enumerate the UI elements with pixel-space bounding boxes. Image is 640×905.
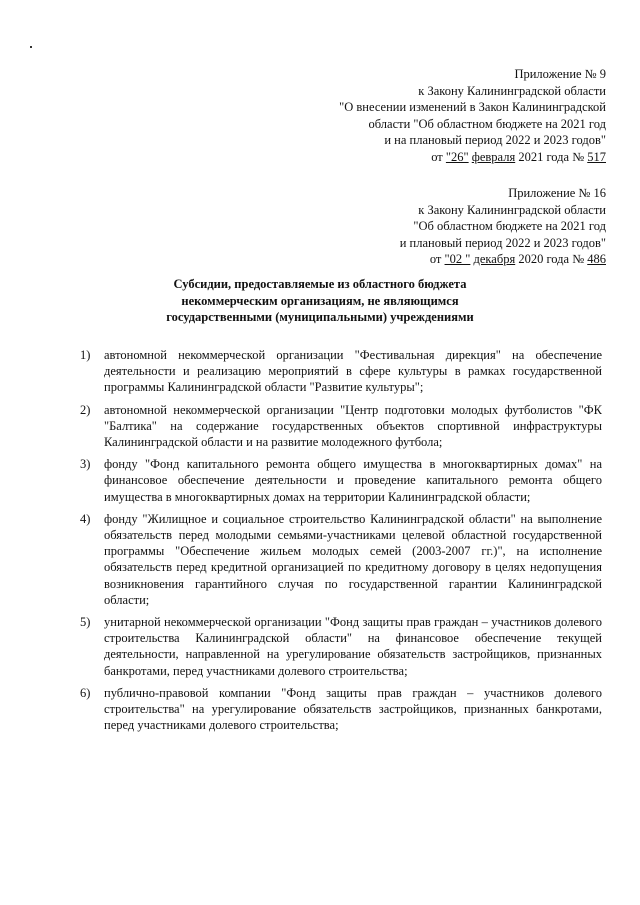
item-number: 5) — [80, 615, 91, 630]
date-prefix: от — [429, 252, 445, 266]
date-month: февраля — [471, 149, 516, 164]
item-number: 1) — [80, 348, 91, 362]
list-item — [80, 456, 602, 505]
date-prefix: от — [431, 149, 446, 164]
date-month: декабря — [473, 252, 516, 266]
date-year: 2021 года № — [515, 149, 588, 164]
item-text: унитарной некоммерческой организации "Фонд защиты прав граждан – участников долевого строительства Калининградской области" на финансовое обеспечение текущей деятельности, направленной на урегулирование обязательств застройщиков, признанных банкротами, перед участниками долевого строительства; — [104, 615, 602, 678]
title-line-3: государственными (муниципальными) учреждениями — [166, 310, 474, 324]
law-number: 486 — [587, 252, 606, 266]
appendix-16-law-ref: к Закону Калининградской области — [418, 202, 606, 217]
law-number: 517 — [587, 149, 606, 164]
item-number: 2) — [80, 402, 91, 417]
document-title — [0, 276, 640, 326]
appendix-9-law-name-2: области "Об областном бюджете на 2021 год — [368, 116, 606, 131]
list-item — [80, 614, 602, 679]
title-line-2: некоммерческим организациям, не являющимся — [181, 293, 459, 308]
appendix-9-date-line — [339, 149, 606, 166]
date-year: 2020 года № — [515, 252, 588, 266]
item-number: 4) — [80, 511, 91, 526]
list-item — [80, 685, 602, 734]
item-text: автономной некоммерческой организации "Центр подготовки молодых футболистов "ФК "Балтика" на содержание государственных объектов спортивной инфраструктуры Калининградской области и на развитие молодежного футбола; — [104, 402, 602, 450]
appendix-16-law-name-2: и плановый период 2022 и 2023 годов" — [399, 235, 606, 250]
appendix-9-law-ref: к Закону Калининградской области — [418, 83, 606, 98]
appendix-9-header — [339, 66, 606, 165]
date-day: "02 " — [444, 252, 471, 266]
scan-speck — [30, 46, 32, 48]
appendix-16-date-line — [400, 251, 606, 268]
list-item — [80, 511, 602, 608]
appendix-16-header — [400, 185, 606, 268]
item-text: публично-правовой компании "Фонд защиты прав граждан – участников долевого строительства" на урегулирование обязательств застройщиков, признанных банкротами, перед участниками долевого строительства; — [104, 685, 602, 733]
list-item — [80, 347, 602, 396]
appendix-9-title: Приложение № 9 — [514, 67, 606, 81]
item-text: фонду "Фонд капитального ремонта общего имущества в многоквартирных домах" на финансовое обеспечение деятельности и проведение капитального ремонта общего имущества в многоквартирных домах на территории Калининградской области; — [104, 457, 602, 504]
appendix-16-title: Приложение № 16 — [508, 186, 606, 200]
appendix-16-law-name-1: "Об областном бюджете на 2021 год — [413, 219, 606, 233]
item-text: автономной некоммерческой организации "Фестивальная дирекция" на обеспечение деятельности и реализацию мероприятий в сфере культуры в рамках государственной программы Калининградской области "Развитие культуры"; — [104, 348, 602, 395]
date-day: "26" — [445, 149, 469, 164]
appendix-9-law-name-1: "О внесении изменений в Закон Калининградской — [339, 100, 606, 114]
title-line-1: Субсидии, предоставляемые из областного бюджета — [173, 277, 467, 291]
item-text: фонду "Жилищное и социальное строительство Калининградской области" на выполнение обязательств перед молодыми семьями-участниками целевой областной государственной программы "Обеспечение жильем молодых семей (2003-2007 гг.)", на исполнение обязательств перед кредитной организацией по кредитному договору в целях недопущения возникновения гарантийного случая по государственной гарантии Калининградской области; — [104, 511, 602, 607]
subsidy-list — [80, 347, 602, 739]
item-number: 3) — [80, 457, 91, 472]
appendix-9-law-name-3: и на плановый период 2022 и 2023 годов" — [384, 133, 606, 147]
item-number: 6) — [80, 685, 91, 700]
list-item — [80, 402, 602, 451]
